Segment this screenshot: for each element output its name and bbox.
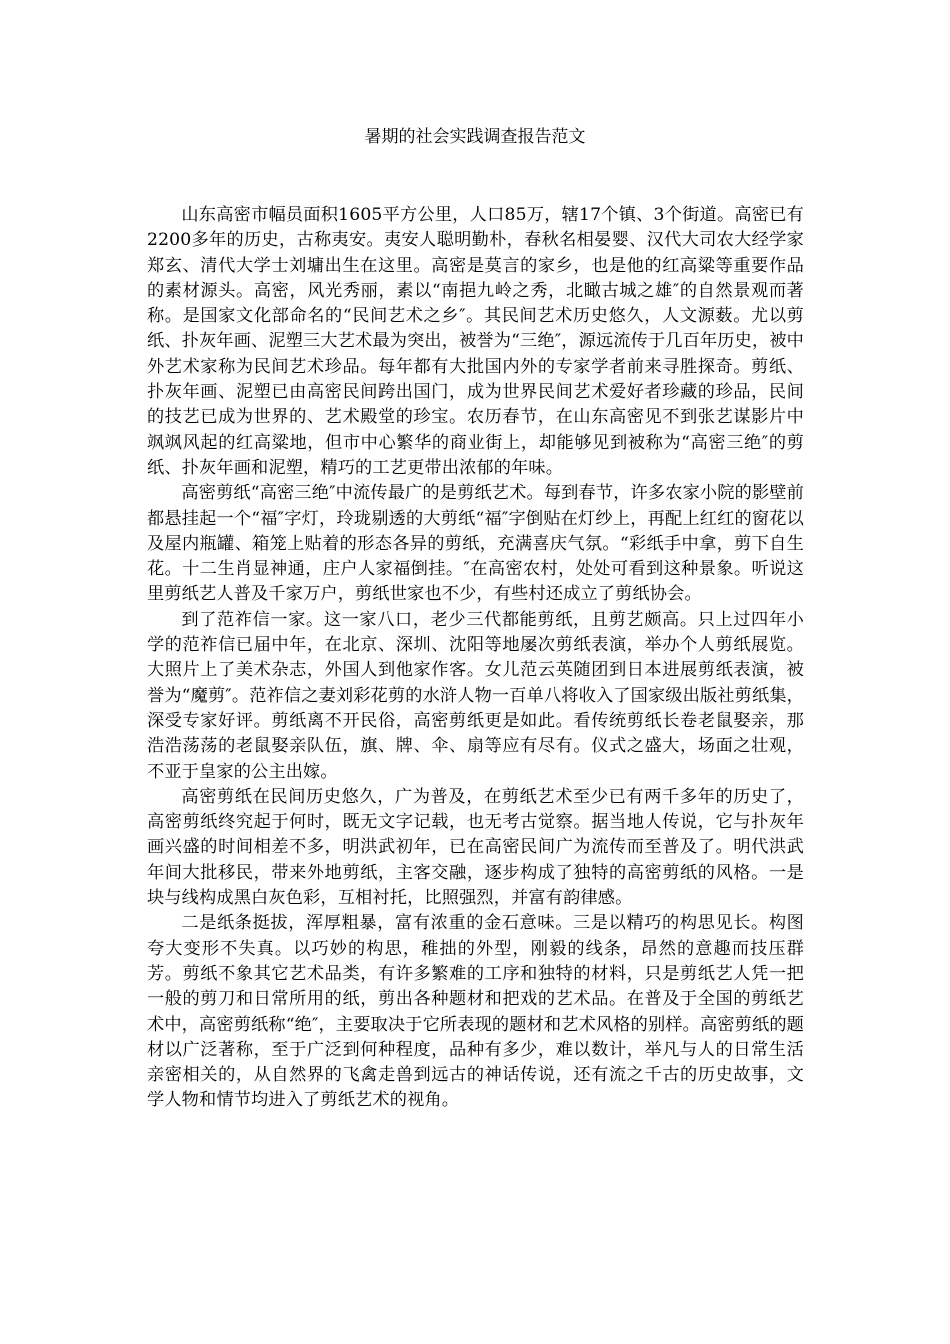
paragraph-5: 二是纸条挺拔，浑厚粗暴，富有浓重的金石意味。三是以精巧的构思见长。构图夸大变形不失真。以巧妙的构思，稚拙的外型，刚毅的线条，昂然的意趣而技压群芳。剪纸不象其它艺术品类，有许多繁难的工序和独特的材料，只是剪纸艺人凭一把一般的剪刀和日常所用的纸，剪出各种题材和把戏的艺术品。在普及于全国的剪纸艺术中，高密剪纸称“绝″，主要取决于它所表现的题材和艺术风格的别样。高密剪纸的题材以广泛著称，至于广泛到何种程度，品种有多少，难以数计，举凡与人的日常生活亲密相关的，从自然界的飞禽走兽到远古的神话传说，还有流之千古的历史故事，文学人物和情节均进入了剪纸艺术的视角。 (147, 913, 804, 1111)
document-title: 暑期的社会实践调查报告范文 (364, 127, 586, 147)
paragraph-4: 高密剪纸在民间历史悠久，广为普及，在剪纸艺术至少已有两千多年的历史了，高密剪纸终究起于何时，既无文字记载，也无考古觉察。据当地人传说，它与扑灰年画兴盛的时间相差不多，明洪武初年，已在高密民间广为流传而至普及了。明代洪武年间大批移民，带来外地剪纸，主客交融，逐步构成了独特的高密剪纸的风格。一是块与线构成黑白灰色彩，互相衬托，比照强烈，并富有韵律感。 (147, 786, 804, 909)
paragraph-3: 到了范祚信一家。这一家八口，老少三代都能剪纸，且剪艺颇高。只上过四年小学的范祚信已届中年，在北京、深圳、沈阳等地屡次剪纸表演，举办个人剪纸展览。大照片上了美术杂志，外国人到他家作客。女儿范云英随团到日本进展剪纸表演，被誉为“魔剪″。范祚信之妻刘彩花剪的水浒人物一百单八将收入了国家级出版社剪纸集，深受专家好评。剪纸离不开民俗，高密剪纸更是如此。看传统剪纸长卷老鼠娶亲，那浩浩荡荡的老鼠娶亲队伍，旗、牌、伞、扇等应有尽有。仪式之盛大，场面之壮观，不亚于皇家的公主出嫁。 (147, 609, 804, 782)
document-body (147, 203, 804, 1114)
paragraph-2: 高密剪纸“高密三绝″中流传最广的是剪纸艺术。每到春节，许多农家小院的影壁前都悬挂起一个“福″字灯，玲珑剔透的大剪纸“福″字倒贴在灯纱上，再配上红红的窗花以及屋内瓶罐、箱笼上贴着的形态各异的剪纸，充满喜庆气氛。“彩纸手中拿，剪下自生花。十二生肖显神通，庄户人家福倒挂。″在高密农村，处处可看到这种景象。听说这里剪纸艺人普及千家万户，剪纸世家也不少，有些村还成立了剪纸协会。 (147, 483, 804, 605)
paragraph-1: 山东高密市幅员面积1605平方公里，人口85万，辖17个镇、3个街道。高密已有2200多年的历史，古称夷安。夷安人聪明勤朴，春秋名相晏婴、汉代大司农大经学家郑玄、清代大学士刘墉出生在这里。高密是莫言的家乡，也是他的红高粱等重要作品的素材源头。高密，风光秀丽，素以“南挹九岭之秀，北瞰古城之雄″的自然景观而著称。是国家文化部命名的“民间艺术之乡″。其民间艺术历史悠久，人文源薮。尤以剪纸、扑灰年画、泥塑三大艺术最为突出，被誉为“三绝″，源远流传于几百年历史，被中外艺术家称为民间艺术珍品。每年都有大批国内外的专家学者前来寻胜探奇。剪纸、扑灰年画、泥塑已由高密民间跨出国门，成为世界民间艺术爱好者珍藏的珍品，民间的技艺已成为世界的、艺术殿堂的珍宝。农历春节，在山东高密见不到张艺谋影片中飒飒风起的红高粱地，但市中心繁华的商业街上，却能够见到被称为“高密三绝″的剪纸、扑灰年画和泥塑，精巧的工艺更带出浓郁的年味。 (147, 205, 804, 478)
